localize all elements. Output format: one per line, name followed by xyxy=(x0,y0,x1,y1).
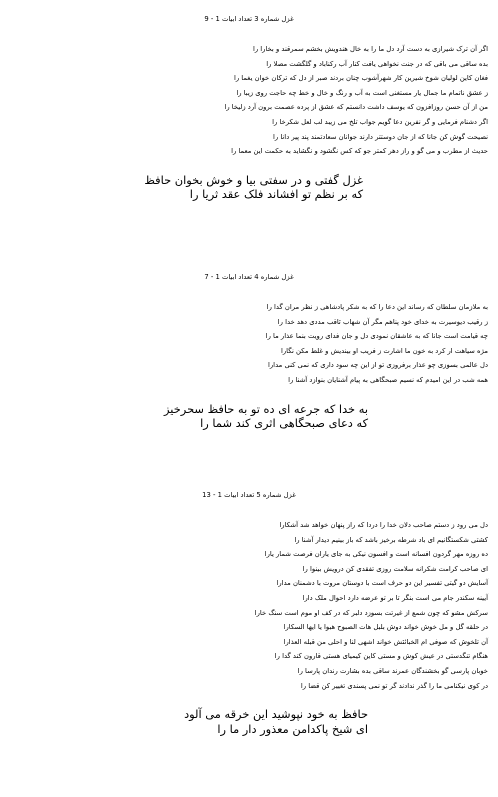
verse-line: ده روزه مهر گردون افسانه است و افسون نیکی به جای یاران فرصت شمار یارا xyxy=(264,550,488,559)
verse-line: همه شب در این امیدم که نسیم صبحگاهی به پیام آشنایان بنوازد آشنا را xyxy=(288,375,488,384)
verse-line: فغان کاین لولیان شوخ شیرین کار شهرآشوب چنان بردند صبر از دل که ترکان خوان یغما را xyxy=(233,74,488,83)
verse-line: آن تلخوش که صوفی ام الخبائثش خواند اشهی لنا و احلی من قبله العذارا xyxy=(283,637,488,646)
verse-line: سرکش مشو که چون شمع از غیرتت بسوزد دلبر که در کف او موم است سنگ خارا xyxy=(254,608,488,617)
closing-line: حافظ به خود نپوشید این خرقه می آلود xyxy=(184,707,368,722)
closing-line: ای شیخ پاکدامن معذور دار ما را xyxy=(217,721,368,736)
verse-line: چه قیامت است جانا که به عاشقان نمودی دل و جان فدای رویت بنما عذار ما را xyxy=(265,332,488,341)
closing-line: غزل گفتی و در سفتی بیا و خوش بخوان حافظ xyxy=(144,172,363,187)
ghazal-5 xyxy=(0,488,498,736)
verse-line: در حلقه گل و مل خوش خواند دوش بلبل هات الصبوح هبوا یا ایها السکارا xyxy=(283,623,488,632)
verse-block xyxy=(0,518,498,693)
verse-line: دل می رود ز دستم صاحب دلان خدا را دردا که راز پنهان خواهد شد آشکارا xyxy=(279,521,488,529)
verse-line: ای صاحب کرامت شکرانه سلامت روزی تفقدی کن درویش بینوا را xyxy=(302,564,488,573)
verse-block xyxy=(0,42,498,159)
ghazal-heading: غزل شماره 4 تعداد ابیات 1 - 7 xyxy=(204,273,294,281)
closing-couplet xyxy=(0,707,498,736)
verse-line: آسایش دو گیتی تفسیر این دو حرف است با دوستان مروت با دشمنان مدارا xyxy=(276,579,488,588)
verse-line: ز عشق ناتمام ما جمال یار مستغنی است به آب و رنگ و خال و خط چه حاجت روی زیبا را xyxy=(236,88,488,97)
verse-line: در کوی نیکنامی ما را گذر ندادند گر تو نمی پسندی تغییر کن قضا را xyxy=(300,681,488,690)
verse-line: ز رقیب دیوسیرت به خدای خود پناهم مگر آن شهاب ثاقب مددی دهد خدا را xyxy=(277,317,488,326)
ghazal-4 xyxy=(0,270,498,431)
verse-line: بده ساقی می باقی که در جنت نخواهی یافت کنار آب رکناباد و گلگشت مصلا را xyxy=(266,59,488,68)
verse-line: هنگام تنگدستی در عیش کوش و مستی کاین کیمیای هستی قارون کند گدا را xyxy=(274,652,488,661)
verse-line: خوبان پارسی گو بخشندگان عمرند ساقی بده بشارت رندان پارسا را xyxy=(297,666,488,675)
verse-block xyxy=(0,300,498,388)
verse-line: آیینه سکندر جام می است بنگر تا بر تو عرضه دارد احوال ملک دارا xyxy=(302,593,488,602)
verse-line: به ملازمان سلطان که رساند این دعا را که به شکر پادشاهی ز نظر مران گدا را xyxy=(266,303,488,311)
verse-line: حدیث از مطرب و می گو و راز دهر کمتر جو که کس نگشود و نگشاید به حکمت این معما را xyxy=(231,147,488,156)
verse-line: اگر آن ترک شیرازی به دست آرد دل ما را به خال هندویش بخشم سمرقند و بخارا را xyxy=(252,45,488,53)
closing-line: که بر نظم تو افشاند فلک عقد ثریا را xyxy=(189,187,363,202)
closing-couplet xyxy=(0,402,498,431)
verse-line: من از آن حسن روزافزون که یوسف داشت دانستم که عشق از پرده عصمت برون آرد زلیخا را xyxy=(224,103,488,112)
closing-couplet xyxy=(0,173,498,202)
verse-line: مژه سیاهت ار کرد به خون ما اشارت ز فریب او بیندیش و غلط مکن نگارا xyxy=(280,346,488,355)
verse-line: دل عالمی بسوزی چو عذار برفروزی تو از این چه سود داری که نمی کنی مدارا xyxy=(268,361,488,370)
closing-line: که دعای صبحگاهی اثری کند شما را xyxy=(200,416,368,431)
ghazal-heading: غزل شماره 5 تعداد ابیات 1 - 13 xyxy=(202,491,296,499)
closing-line: به خدا که جرعه ای ده تو به حافظ سحرخیز xyxy=(164,401,368,416)
verse-line: اگر دشنام فرمایی و گر نفرین دعا گویم جواب تلخ می زیبد لب لعل شکرخا را xyxy=(272,117,488,126)
ghazal-heading: غزل شماره 3 تعداد ابیات 1 - 9 xyxy=(204,15,294,23)
ghazal-3 xyxy=(0,12,498,202)
verse-line: نصیحت گوش کن جانا که از جان دوستتر دارند جوانان سعادتمند پند پیر دانا را xyxy=(273,132,488,141)
verse-line: کشتی شکستگانیم ای باد شرطه برخیز باشد که باز بینیم دیدار آشنا را xyxy=(294,535,488,544)
